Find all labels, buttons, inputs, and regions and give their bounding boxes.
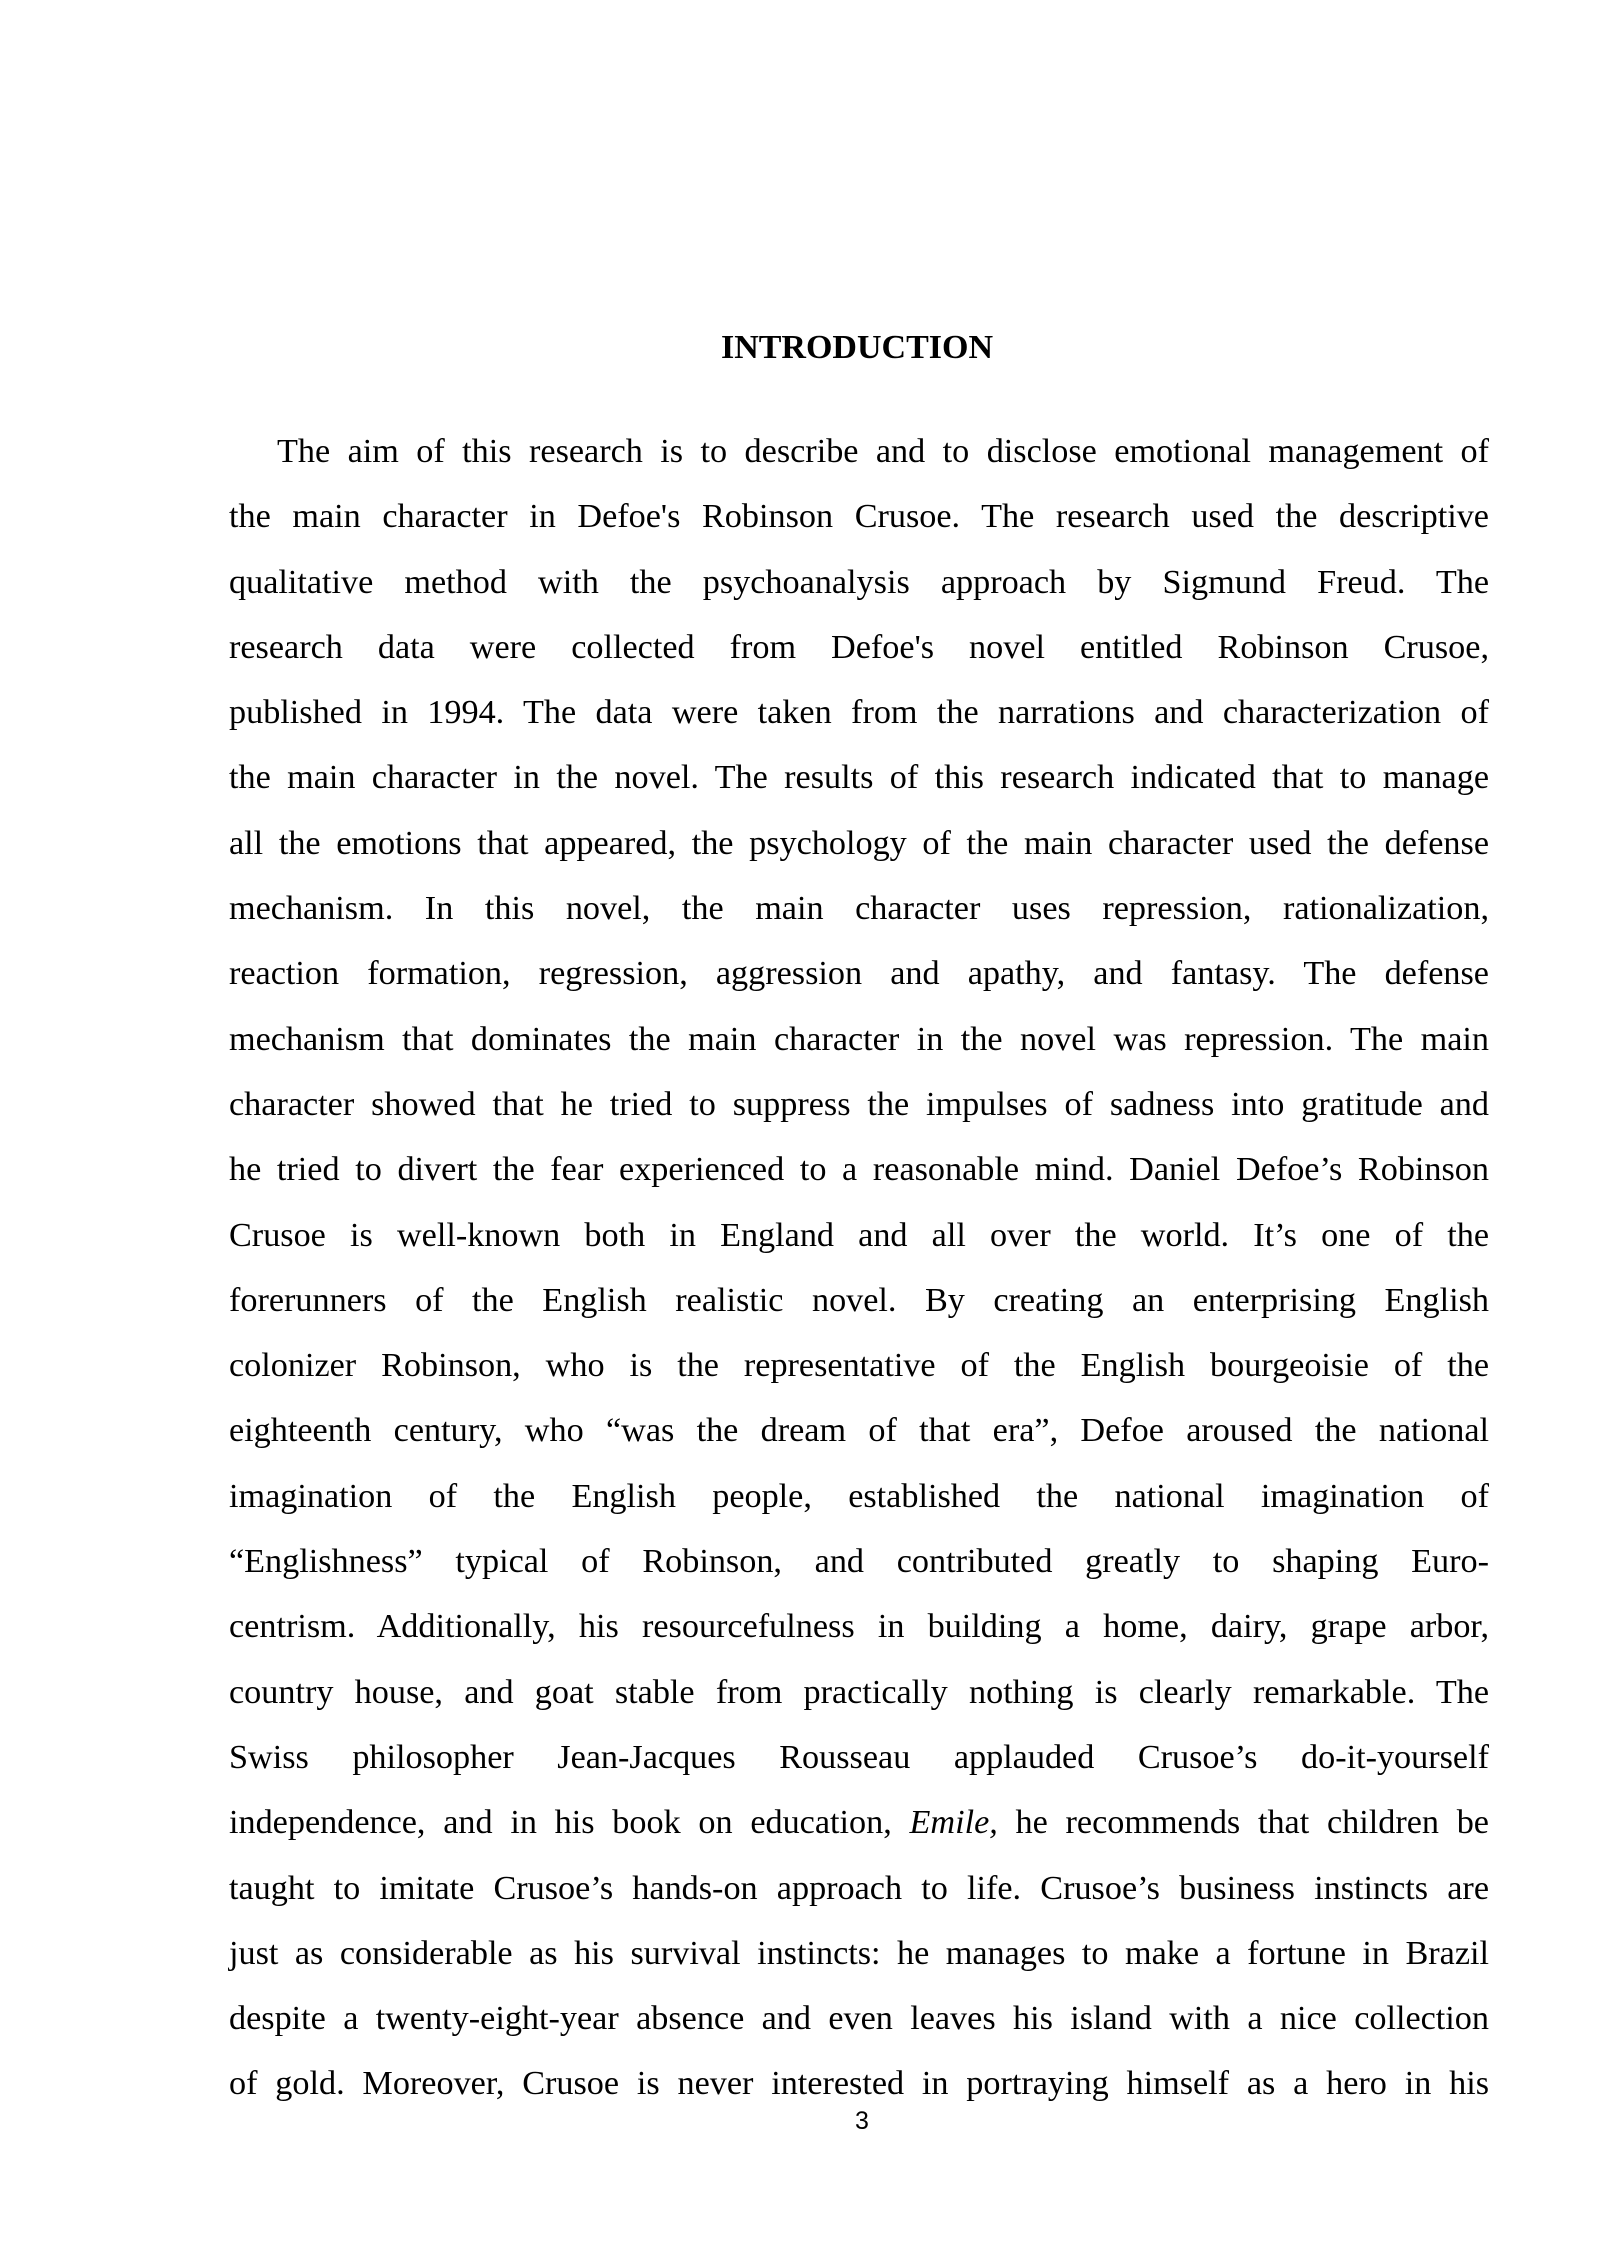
text-line: Swiss philosopher Jean-Jacques Rousseau applauded Crusoe’s do-it-yourself — [229, 1738, 1489, 1776]
text-line: the main character in Defoe's Robinson Crusoe. The research used the descriptive — [229, 498, 1489, 536]
text-line: country house, and goat stable from practically nothing is clearly remarkable. The — [229, 1673, 1489, 1711]
book-title-italic: Emile, — [909, 1804, 998, 1842]
text-line — [229, 1790, 1489, 1855]
text-line: mechanism. In this novel, the main character uses repression, rationalization, — [229, 890, 1489, 928]
page-number: 3 — [855, 2107, 869, 2135]
text-line: qualitative method with the psychoanalysis approach by Sigmund Freud. The — [229, 563, 1489, 601]
text-line: eighteenth century, who “was the dream of that era”, Defoe aroused the national — [229, 1412, 1489, 1450]
text-line: of gold. Moreover, Crusoe is never interested in portraying himself as a hero in his — [229, 2065, 1489, 2103]
text-line: mechanism that dominates the main character in the novel was repression. The main — [229, 1020, 1489, 1058]
text-line: all the emotions that appeared, the psychology of the main character used the defense — [229, 824, 1489, 862]
text-line: reaction formation, regression, aggression and apathy, and fantasy. The defense — [229, 955, 1489, 993]
text-segment: he recommends that children be — [997, 1804, 1489, 1842]
text-line: the main character in the novel. The results of this research indicated that to manage — [229, 759, 1489, 797]
section-heading: INTRODUCTION — [720, 329, 994, 366]
text-line: despite a twenty-eight-year absence and even leaves his island with a nice collection — [229, 2000, 1489, 2038]
text-line: imagination of the English people, established the national imagination of — [229, 1477, 1489, 1515]
text-line: forerunners of the English realistic novel. By creating an enterprising English — [229, 1281, 1489, 1319]
text-line: Crusoe is well-known both in England and all over the world. It’s one of the — [229, 1216, 1489, 1254]
body-paragraph — [229, 419, 1489, 2117]
text-line: character showed that he tried to suppress the impulses of sadness into gratitude and — [229, 1085, 1489, 1123]
text-line: published in 1994. The data were taken from the narrations and characterization of — [229, 694, 1489, 732]
text-line: taught to imitate Crusoe’s hands-on approach to life. Crusoe’s business instincts are — [229, 1869, 1489, 1907]
text-line: centrism. Additionally, his resourcefulness in building a home, dairy, grape arbor, — [229, 1608, 1489, 1646]
text-line: colonizer Robinson, who is the representative of the English bourgeoisie of the — [229, 1347, 1489, 1385]
text-line: The aim of this research is to describe and to disclose emotional management of — [277, 433, 1489, 470]
text-line: he tried to divert the fear experienced to a reasonable mind. Daniel Defoe’s Robinson — [229, 1151, 1489, 1189]
text-line: research data were collected from Defoe's novel entitled Robinson Crusoe, — [229, 628, 1489, 666]
text-segment: independence, and in his book on education, — [229, 1804, 910, 1842]
text-line: “Englishness” typical of Robinson, and contributed greatly to shaping Euro- — [229, 1543, 1489, 1581]
text-line: just as considerable as his survival instincts: he manages to make a fortune in Brazil — [229, 1934, 1489, 1972]
